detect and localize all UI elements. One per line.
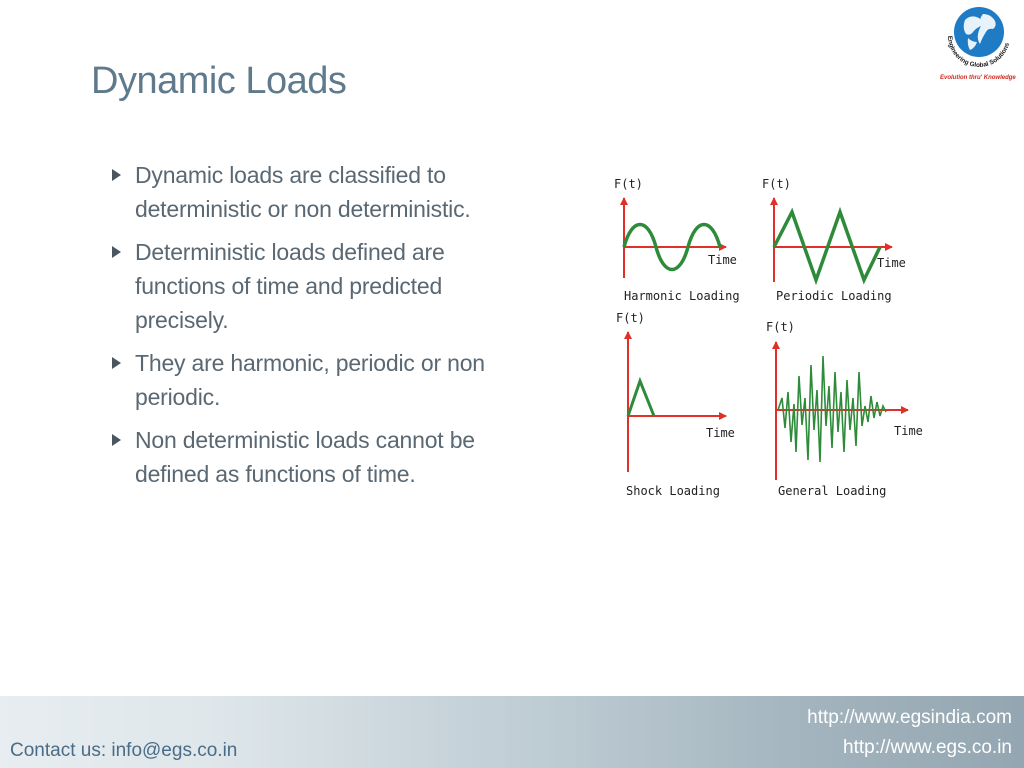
- panel-caption: Shock Loading: [626, 484, 720, 498]
- bullet-arrow-icon: [112, 434, 121, 446]
- footer-contact[interactable]: Contact us: info@egs.co.in: [10, 740, 238, 761]
- x-axis-label: Time: [706, 426, 735, 440]
- x-axis-label: Time: [708, 253, 737, 267]
- y-axis-label: F(t): [766, 320, 795, 334]
- logo-tagline: Evolution thru' Knowledge: [940, 75, 1016, 81]
- bullet-text: Deterministic loads defined are functions of time and predicted precisely.: [135, 239, 445, 333]
- y-axis-label: F(t): [762, 177, 791, 191]
- egs-logo: [938, 0, 1024, 84]
- footer-link-egs[interactable]: http://www.egs.co.in: [843, 737, 1012, 758]
- bullet-item: [110, 346, 510, 414]
- x-axis-label: Time: [894, 424, 923, 438]
- slide-title: Dynamic Loads: [91, 60, 347, 102]
- y-axis-label: F(t): [614, 177, 643, 191]
- shock-pulse: [628, 381, 654, 416]
- panel-caption: Harmonic Loading: [624, 289, 740, 303]
- bullet-item: [110, 235, 510, 337]
- panel-caption: General Loading: [778, 484, 887, 498]
- footer-bar: [0, 696, 1024, 768]
- bullet-arrow-icon: [112, 246, 121, 258]
- general-loading-graph: [766, 320, 923, 498]
- bullet-arrow-icon: [112, 169, 121, 181]
- bullet-text: Non deterministic loads cannot be defined as functions of time.: [135, 427, 475, 487]
- periodic-loading-graph: [762, 177, 906, 303]
- y-axis-label: F(t): [616, 311, 645, 325]
- bullet-arrow-icon: [112, 357, 121, 369]
- bullet-text: They are harmonic, periodic or non periodic.: [135, 350, 485, 410]
- harmonic-loading-graph: [614, 177, 740, 303]
- x-axis-label: Time: [877, 256, 906, 270]
- shock-loading-graph: [616, 311, 735, 498]
- logo-ring-text: Engineering Global Solutions: [945, 35, 1012, 70]
- panel-caption: Periodic Loading: [776, 289, 892, 303]
- bullet-text: Dynamic loads are classified to deterministic or non deterministic.: [135, 162, 471, 222]
- footer-link-egsindia[interactable]: http://www.egsindia.com: [807, 707, 1012, 728]
- bullet-item: [110, 423, 510, 491]
- bullet-item: [110, 158, 510, 226]
- bullet-list: [110, 158, 510, 500]
- loading-types-diagram: [596, 160, 946, 510]
